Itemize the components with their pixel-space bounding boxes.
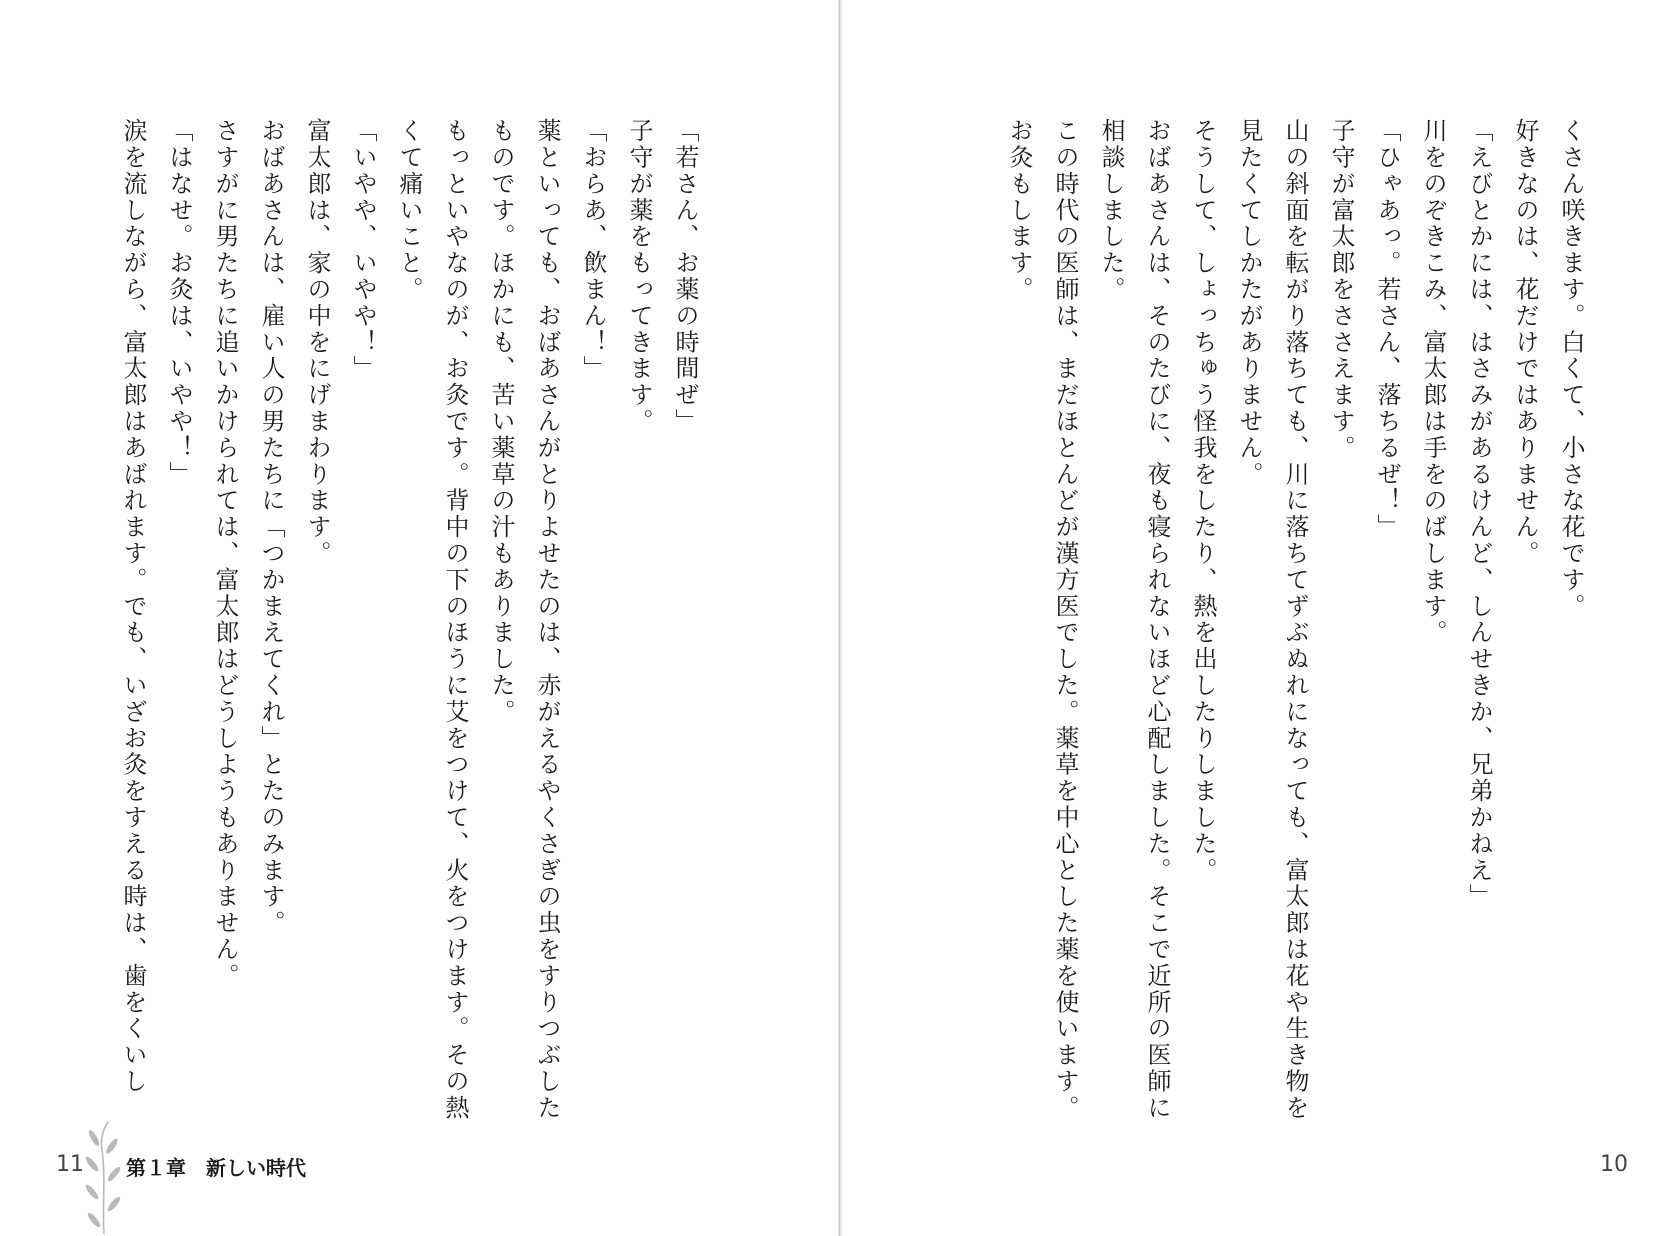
text-line: 「えびとかには、はさみがあるけんど、しんせきか、兄弟かねえ」 [1465,118,1493,910]
text-line: この時代の医師は、まだほとんどが漢方医でした。薬草を中心とした薬を使います。 [1051,118,1079,1122]
text-line: 好きなのは、花だけではありません。 [1511,118,1539,567]
text-line: おばあさんは、雇い人の男たちに「つかまえてくれ」とたのみます。 [257,118,285,937]
text-line: 山の斜面を転がり落ちても、川に落ちてずぶぬれになっても、富太郎は花や生き物を [1281,118,1309,1122]
text-line: さすがに男たちに追いかけられては、富太郎はどうしようもありません。 [211,118,239,990]
text-line: 「ひゃあっ。若さん、落ちるぜ！」 [1373,118,1401,541]
text-line: くて痛いこと。 [395,118,423,303]
text-line: 見たくてしかたがありません。 [1235,118,1263,488]
text-line: 薬といっても、おばあさんがとりよせたのは、赤がえるやくさぎの虫をすりつぶした [533,118,561,1122]
text-line: そうして、しょっちゅう怪我をしたり、熱を出したりしました。 [1189,118,1217,884]
text-line: 富太郎は、家の中をにげまわります。 [303,118,331,567]
right-page [842,0,1680,1236]
text-line: 涙を流しながら、富太郎はあばれます。でも、いざお灸をすえる時は、歯をくいし [119,118,147,1095]
text-line: 子守が富太郎をささえます。 [1327,118,1355,462]
left-page-text [119,118,708,1122]
text-line: くさん咲きます。白くて、小さな花です。 [1557,118,1585,620]
page-number-right: 10 [1600,1152,1628,1177]
text-line: 「おらあ、飲まん！」 [579,118,607,382]
text-line: お灸もします。 [1005,118,1033,303]
leaf-sprig-icon [84,1120,124,1236]
text-line: もっといやなのが、お灸です。背中の下のほうに艾をつけて、火をつけます。その熱 [441,118,469,1122]
chapter-running-head: 第１章 新しい時代 [126,1156,306,1180]
left-page [0,0,838,1236]
text-line: 相談しました。 [1097,118,1125,303]
text-line: おばあさんは、そのたびに、夜も寝られないほど心配しました。そこで近所の医師に [1143,118,1171,1122]
text-line: 「はなせ。お灸は、いやや！」 [165,118,193,488]
text-line: 「若さん、お薬の時間ぜ」 [671,118,699,435]
page-number-left: 11 [56,1152,84,1177]
right-page-text [1005,118,1594,1122]
text-line: 川をのぞきこみ、富太郎は手をのばします。 [1419,118,1447,646]
text-line: 子守が薬をもってきます。 [625,118,653,435]
text-line: 「いやや、いやや！」 [349,118,377,382]
text-line: ものです。ほかにも、苦い薬草の汁もありました。 [487,118,515,726]
